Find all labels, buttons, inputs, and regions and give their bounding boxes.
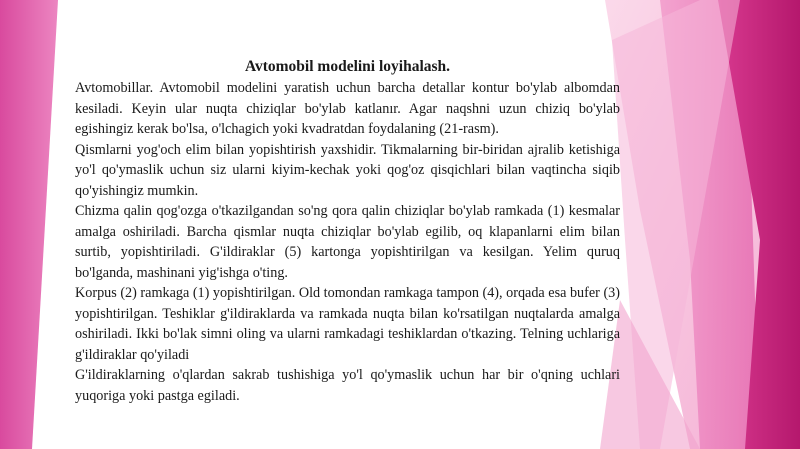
- slide-text-content: [75, 57, 620, 406]
- paragraph-korpus: Korpus (2) ramkaga (1) yopishtirilgan. Old tomondan ramkaga tampon (4), orqada esa bufer (3) yopishtirilgan. Teshiklar g'ildiraklarda va ramkada nuqta bilan ko'rsatilgan nuqtalarda amalga oshiriladi. Ikki bo'lak simni oling va ularni ramkadagi teshiklardan o'tkazing. Telning uchlariga g'ildiraklar qo'yiladi: [75, 285, 620, 363]
- slide-title: Avtomobil modelini loyihalash.: [244, 58, 451, 75]
- left-accent-stripe: [0, 0, 58, 449]
- paragraph-qismlarni: Qismlarni yog'och elim bilan yopishtirish yaxshidir. Tikmalarning bir-biridan ajralib ketishiga yo'l qo'ymaslik uchun siz ularni kiyim-kechak yoki qog'oz qisqichlari bilan vaqtincha siqib qo'yishingiz mumkin.: [75, 141, 620, 199]
- paragraph-gildiraklar: G'ildiraklarning o'qlardan sakrab tushishiga yo'l qo'ymaslik uchun har bir o'qning uchlari yuqoriga yoki pastga egiladi.: [75, 367, 620, 404]
- paragraph-chizma: Chizma qalin qog'ozga o'tkazilgandan so'ng qora qalin chiziqlar bo'ylab ramkada (1) kesmalar amalga oshiriladi. Barcha qismlar nuqta chiziqlar bo'ylab egilib, oq klapanlarni elim bilan surtib, yopishtiriladi. G'ildiraklar (5) kartonga yopishtirilgan va kesilgan. Yelim quruq bo'lganda, mashinani yig'ishga o'ting.: [75, 203, 620, 281]
- paragraph-avtomobillar: Avtomobillar. Avtomobil modelini yaratish uchun barcha detallar kontur bo'ylab albomdan kesiladi. Keyin ular nuqta chiziqlar bo'ylab katlanır. Agar naqshni uzun chiziq bo'ylab egishingiz kerak bo'lsa, o'lchagich yoki kvadratdan foydalaning (21-rasm).: [75, 80, 620, 137]
